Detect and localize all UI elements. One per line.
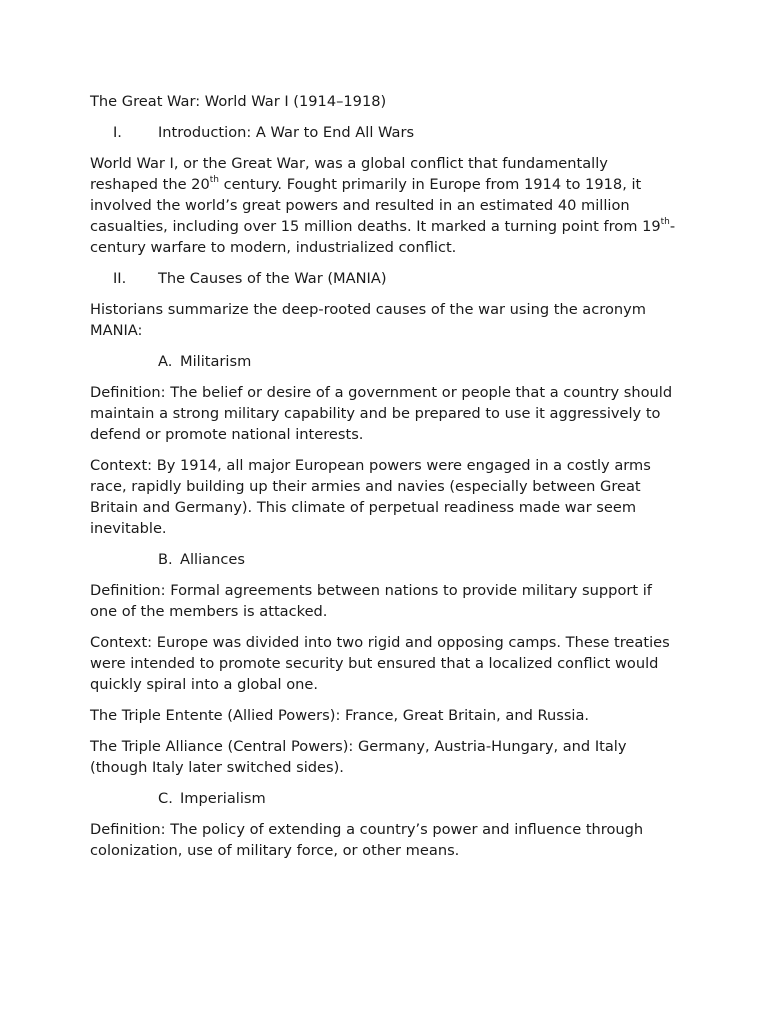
document-page — [90, 91, 680, 871]
section-heading-introduction — [90, 122, 680, 143]
superscript-th: th — [660, 217, 670, 228]
intro-text-part2: century. Fought primarily in Europe from 1914 to 1918, it involved the world’s great powers and resulted in an estimated 40 million casualties, including over 15 million deaths. It marked a turning point from 19 — [90, 176, 661, 235]
subsection-letter: B. — [158, 551, 173, 568]
subsection-letter: A. — [158, 353, 173, 370]
intro-paragraph — [90, 153, 680, 258]
causes-intro-paragraph: Historians summarize the deep-rooted causes of the war using the acronym MANIA: — [90, 301, 646, 339]
triple-alliance-paragraph: The Triple Alliance (Central Powers): Germany, Austria-Hungary, and Italy (though Italy later switched sides). — [90, 738, 627, 776]
superscript-th: th — [209, 175, 219, 186]
section-number: II. — [113, 270, 127, 287]
alliances-context: Context: Europe was divided into two rigid and opposing camps. These treaties were intended to promote security but ensured that a localized conflict would quickly spiral into a global one. — [90, 634, 670, 693]
subsection-title: Imperialism — [180, 790, 266, 807]
section-title: Introduction: A War to End All Wars — [158, 124, 415, 141]
militarism-definition: Definition: The belief or desire of a government or people that a country should maintain a strong military capability and be prepared to use it aggressively to defend or promote national interests. — [90, 384, 673, 443]
subsection-title: Militarism — [180, 353, 252, 370]
document-title: The Great War: World War I (1914–1918) — [90, 93, 387, 110]
subheading-alliances — [90, 549, 680, 570]
intro-text-part1: World War I, or the Great War, was a global conflict that fundamentally reshaped the 20 — [90, 155, 608, 193]
triple-entente-paragraph: The Triple Entente (Allied Powers): France, Great Britain, and Russia. — [90, 707, 590, 724]
subsection-title: Alliances — [180, 551, 245, 568]
imperialism-definition: Definition: The policy of extending a country’s power and influence through colonization, use of military force, or other means. — [90, 821, 644, 859]
section-title: The Causes of the War (MANIA) — [158, 270, 387, 287]
militarism-context: Context: By 1914, all major European powers were engaged in a costly arms race, rapidly building up their armies and navies (especially between Great Britain and Germany). This climate of perpetual readiness made war seem inevitable. — [90, 457, 651, 537]
alliances-definition: Definition: Formal agreements between nations to provide military support if one of the members is attacked. — [90, 582, 652, 620]
intro-text-part3: -century warfare to modern, industrialized conflict. — [90, 218, 676, 256]
subheading-militarism — [90, 351, 680, 372]
section-heading-causes — [90, 268, 680, 289]
subheading-imperialism — [90, 788, 680, 809]
section-number: I. — [113, 124, 122, 141]
subsection-letter: C. — [158, 790, 173, 807]
